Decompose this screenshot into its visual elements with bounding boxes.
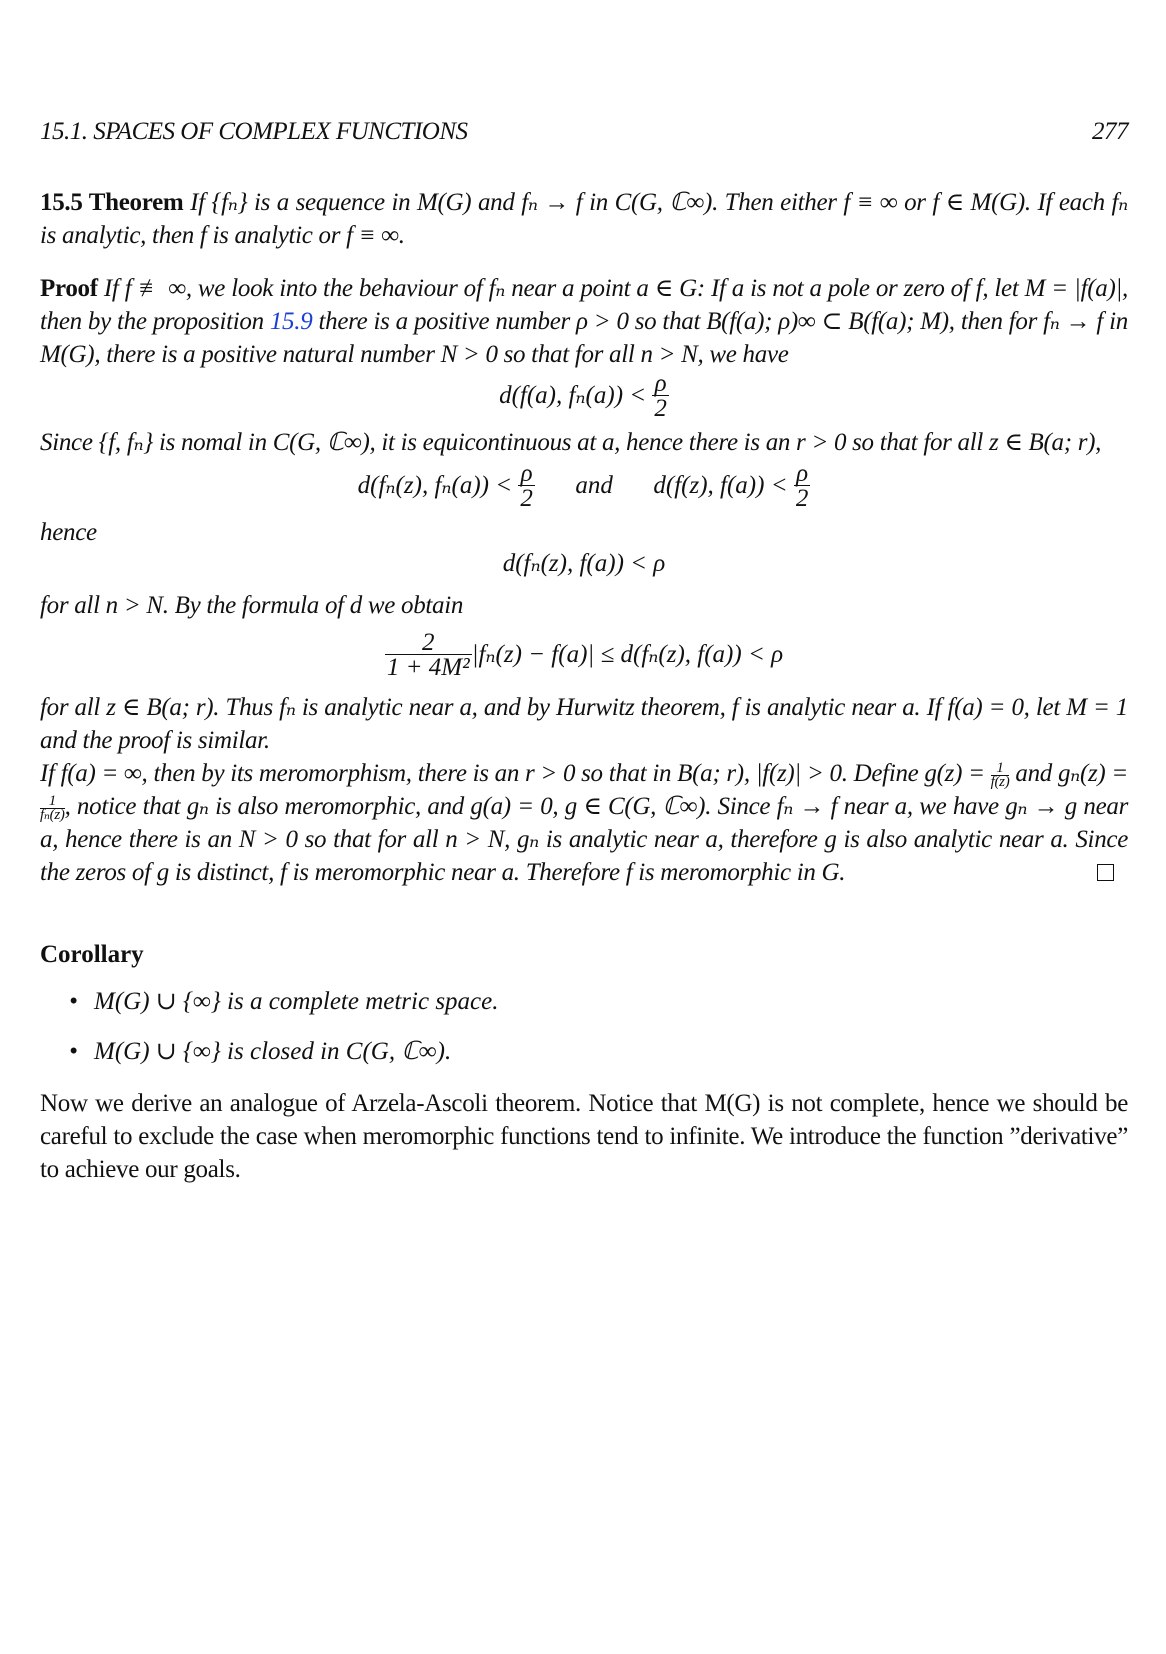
- rho-over-two: [518, 460, 535, 512]
- theorem-label: 15.5 Theorem: [40, 189, 184, 216]
- qed-square-icon: [1097, 864, 1114, 881]
- page-number: 277: [1092, 118, 1128, 145]
- proof-text-1b: there is a positive number ρ > 0 so that B(f(a); ρ)∞ ⊂ B(f(a); M), then for fₙ → f in M(G), there is a positive natural number N > 0 so that for all n > N, we have: [40, 308, 1128, 368]
- one-over-fz: [990, 759, 1010, 790]
- frac-num: 1: [996, 759, 1004, 776]
- frac-num: 1: [48, 792, 56, 809]
- theorem: [40, 186, 1128, 252]
- section-title: 15.1. SPACES OF COMPLEX FUNCTIONS: [40, 118, 468, 145]
- frac-num: ρ: [520, 460, 533, 487]
- proof-text-1a: If f ≢ ∞, we look into the behaviour of fₙ near a point a ∈ G: If a is not a pole or zero of f, let M = |f(a)|, then by the proposition: [40, 275, 1128, 335]
- frac-num: ρ: [796, 460, 809, 487]
- frac-num: ρ: [654, 370, 667, 397]
- proof-paragraph-3: for all n > N. By the formula of d we obtain: [40, 592, 464, 619]
- proof-paragraph-5: [40, 757, 1128, 889]
- proof-paragraph-4: for all z ∈ B(a; r). Thus fₙ is analytic near a, and by Hurwitz theorem, f is analytic near a. If f(a) = 0, let M = 1 and the proof is similar.: [40, 694, 1128, 754]
- frac-den: 2: [795, 485, 809, 512]
- closing-paragraph: Now we derive an analogue of Arzela-Ascoli theorem. Notice that M(G) is not complete, hence we should be careful to exclude the case when meromorphic functions tend to infinite. We introduce the function ”derivative” to achieve our goals.: [40, 1090, 1128, 1183]
- corollary-item-1: M(G) ∪ {∞} is a complete metric space.: [94, 988, 499, 1015]
- frac-den: 2: [654, 395, 667, 422]
- proposition-link[interactable]: 15.9: [269, 308, 313, 335]
- frac-den: f(z): [990, 773, 1010, 790]
- proof-paragraph-2: Since {f, fₙ} is nomal in C(G, ℂ∞), it is equicontinuous at a, hence there is an r > 0 so that for all z ∈ B(a; r),: [40, 429, 1102, 456]
- proof-text-5a: If f(a) = ∞, then by its meromorphism, there is an r > 0 so that in B(a; r), |f(z)| > 0. Define g(z) =: [40, 760, 991, 787]
- rho-over-two: [794, 460, 811, 512]
- hence-label: hence: [40, 519, 97, 546]
- equation-3: d(fₙ(z), f(a)) < ρ: [502, 550, 666, 577]
- equation-1: [40, 370, 1128, 422]
- list-item: [40, 987, 1128, 1017]
- corollary-list: [40, 987, 1128, 1067]
- rho-over-two: [652, 370, 669, 422]
- proof-text-5c: , notice that gₙ is also meromorphic, and g(a) = 0, g ∈ C(G, ℂ∞). Since fₙ → f near a, we have gₙ → g near a, hence there is an N > 0 so that for all n > N, gₙ is analytic near a, therefore g is also analytic near a. Since the zeros of g is distinct, f is meromorphic near a. Therefore f is meromorphic in G.: [40, 793, 1128, 886]
- eq2-left: d(fₙ(z), fₙ(a)) <: [357, 472, 513, 500]
- page: [40, 118, 1128, 1211]
- eq1-left: d(f(a), fₙ(a)) <: [499, 382, 647, 410]
- equation-2: [40, 460, 1128, 512]
- bullet-icon: •: [69, 988, 78, 1015]
- eq2-right: d(f(z), f(a)) <: [653, 472, 788, 500]
- proof-paragraph-1: [40, 272, 1128, 371]
- one-over-fnz: [40, 792, 65, 823]
- eq2-and: and: [575, 472, 613, 500]
- frac-den: 2: [520, 485, 533, 512]
- bullet-icon: •: [69, 1038, 78, 1065]
- frac-den: fₙ(z): [40, 806, 65, 823]
- proof-label: Proof: [40, 275, 98, 302]
- eq4-rest: |fₙ(z) − f(a)| ≤ d(fₙ(z), f(a)) < ρ: [471, 641, 784, 669]
- running-header: [40, 118, 1128, 146]
- corollary-heading: Corollary: [40, 941, 144, 968]
- equation-4: [40, 629, 1128, 681]
- proof-text-5b: and gₙ(z) =: [1009, 760, 1128, 787]
- corollary-item-2: M(G) ∪ {∞} is closed in C(G, ℂ∞).: [94, 1038, 452, 1065]
- list-item: [40, 1037, 1128, 1067]
- two-over-denominator: [385, 629, 472, 681]
- frac-den: 1 + 4M²: [386, 654, 470, 681]
- theorem-text: If {fₙ} is a sequence in M(G) and fₙ → f in C(G, ℂ∞). Then either f ≡ ∞ or f ∈ M(G). If each fₙ is analytic, then f is analytic or f ≡ ∞.: [40, 189, 1128, 249]
- frac-num: 2: [422, 629, 435, 656]
